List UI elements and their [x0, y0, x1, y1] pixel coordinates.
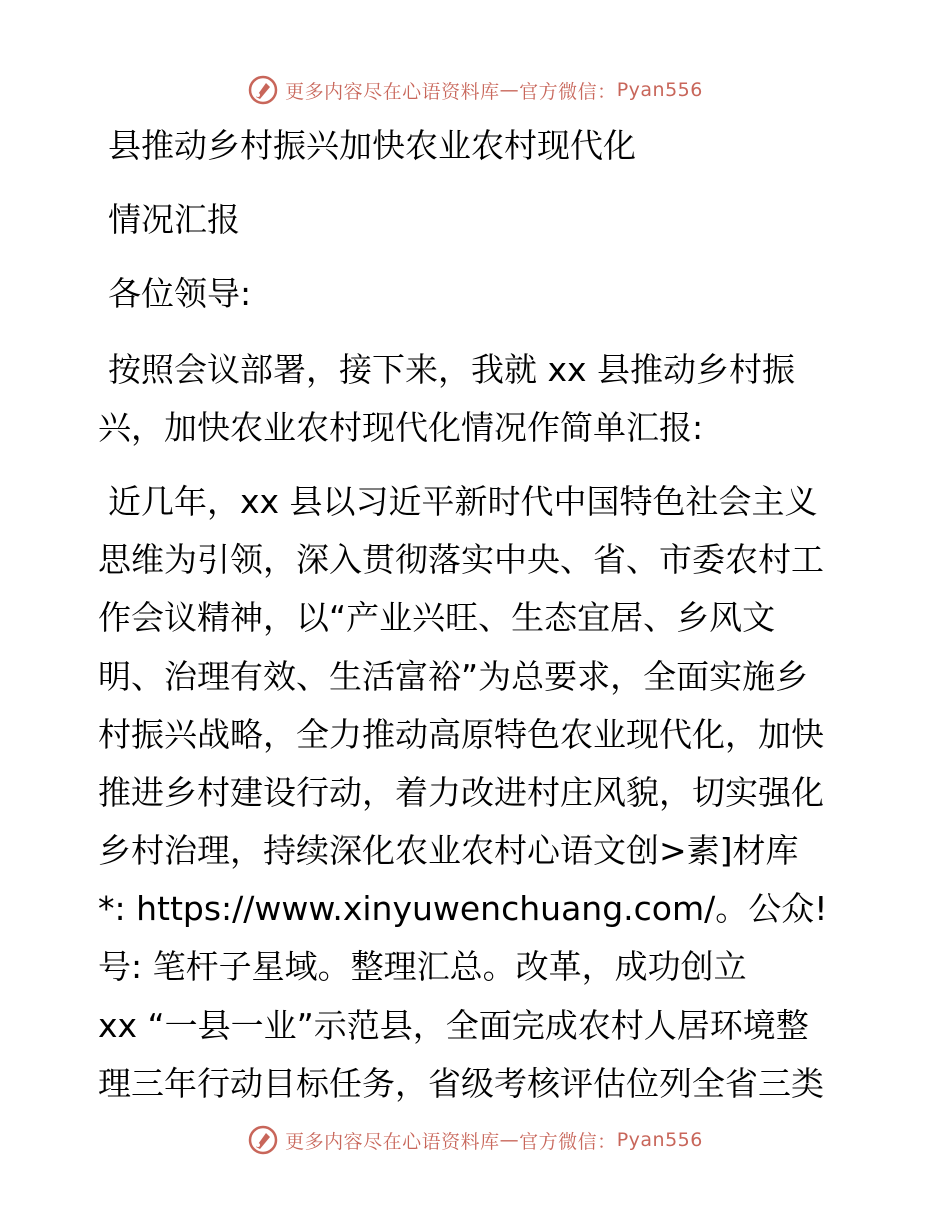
banner-text: 更多内容尽在心语资料库	[285, 80, 500, 103]
para2-line-7: 乡村治理，持续深化农业农村心语文创>素]材库	[98, 831, 799, 870]
para2-line-5: 村振兴战略，全力推动高原特色农业现代化，加快	[98, 715, 824, 754]
para1-line-2: 兴，加快农业农村现代化情况作简单汇报:	[98, 408, 704, 447]
document-title-line-2: 情况汇报	[108, 200, 240, 239]
para2-line-9: 号: 笔杆子星域。整理汇总。改革，成功创立	[98, 947, 747, 986]
banner-wechat-id: Pyan556	[616, 1129, 703, 1151]
banner-dash: —	[499, 79, 520, 101]
para2-line-2: 思维为引领，深入贯彻落实中央、省、市委农村工	[98, 540, 824, 579]
para2-line-8: *: https://www.xinyuwenchuang.com/。公众!	[98, 889, 828, 928]
para2-line-10: xx “一县一业”示范县，全面完成农村人居环境整	[98, 1006, 809, 1045]
banner-dash: —	[499, 1129, 520, 1151]
document-title-line-1: 县推动乡村振兴加快农业农村现代化	[108, 126, 636, 165]
salutation: 各位领导:	[108, 274, 252, 313]
header-banner	[0, 70, 950, 110]
para1-line-1: 按照会议部署，接下来，我就 xx 县推动乡村振	[108, 350, 796, 389]
banner-official: 官方微信：	[519, 80, 617, 103]
pen-nib-icon	[247, 74, 279, 106]
banner-wechat-id: Pyan556	[616, 79, 703, 101]
para2-line-6: 推进乡村建设行动，着力改进村庄风貌，切实强化	[98, 773, 824, 812]
banner-text: 更多内容尽在心语资料库	[285, 1130, 500, 1153]
para2-line-3: 作会议精神，以“产业兴旺、生态宜居、乡风文	[98, 598, 776, 637]
pen-nib-icon	[247, 1124, 279, 1156]
para2-line-11: 理三年行动目标任务，省级考核评估位列全省三类	[98, 1064, 824, 1103]
banner-official: 官方微信：	[519, 1130, 617, 1153]
para2-line-4: 明、治理有效、生活富裕”为总要求，全面实施乡	[98, 657, 809, 696]
footer-banner	[0, 1120, 950, 1160]
para2-line-1: 近几年，xx 县以习近平新时代中国特色社会主义	[108, 482, 818, 521]
